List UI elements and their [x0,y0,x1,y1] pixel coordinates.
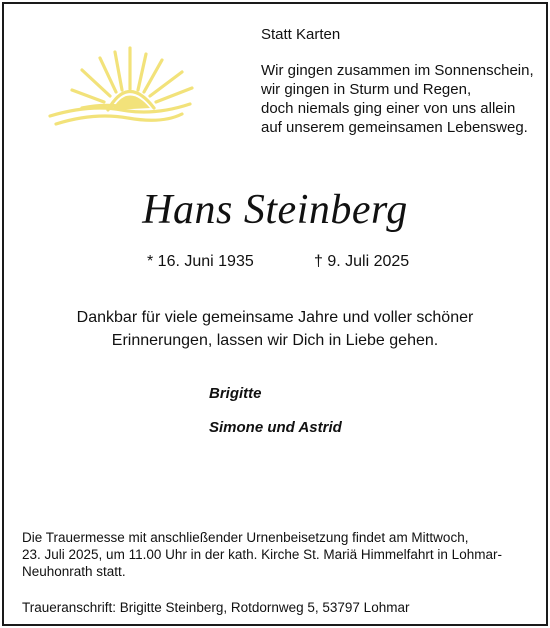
birth-date: * 16. Juni 1935 [147,253,254,270]
farewell-message [4,306,546,352]
mourner-name: Brigitte [209,385,262,402]
poem [261,61,534,137]
statt-karten-label: Statt Karten [261,26,341,43]
sunrise-icon [42,44,212,130]
mourner-name: Simone und Astrid [209,419,342,436]
service-line: Neuhonrath statt. [22,564,126,579]
service-line: Die Trauermesse mit anschließender Urnenbeisetzung findet am Mittwoch, [22,530,469,545]
message-line: Dankbar für viele gemeinsame Jahre und voller schöner [76,309,474,326]
poem-line: doch niemals ging einer von uns allein [261,100,516,117]
service-line: 23. Juli 2025, um 11.00 Uhr in der kath. Kirche St. Mariä Himmelfahrt in Lohmar- [22,547,502,562]
deceased-name: Hans Steinberg [142,187,408,233]
mourning-address: Traueranschrift: Brigitte Steinberg, Rotdornweg 5, 53797 Lohmar [22,600,410,615]
obituary-card [2,2,548,626]
message-line: Erinnerungen, lassen wir Dich in Liebe gehen. [111,332,439,349]
poem-line: wir gingen in Sturm und Regen, [261,81,472,98]
poem-line: auf unserem gemeinsamen Lebensweg. [261,119,528,136]
death-date: † 9. Juli 2025 [314,253,410,270]
service-info [22,529,542,580]
poem-line: Wir gingen zusammen im Sonnenschein, [261,62,534,79]
